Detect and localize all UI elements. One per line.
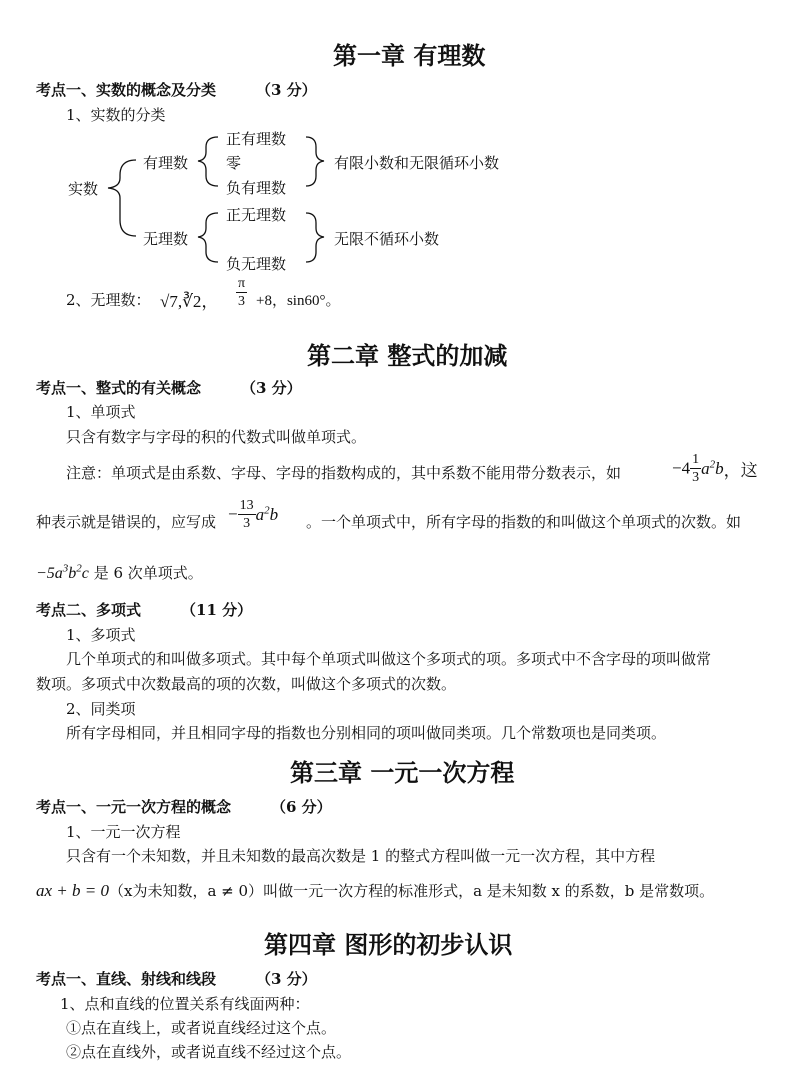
ch2-example-tail: 是 6 次单项式。 — [93, 564, 203, 582]
tree-neg-irrational: 负无理数 — [226, 255, 287, 273]
ch1-item2-roots: √7,∛2， — [160, 292, 219, 311]
mixed-number-example: −4 $\frac{1}{3}$ $a^2b$，这 — [672, 452, 758, 485]
tree-neg-rational: 负有理数 — [226, 179, 287, 197]
ch2-item3: 2、同类项 — [66, 700, 136, 718]
ch1-kaodian1-heading — [36, 79, 317, 100]
rational-left-brace — [198, 137, 218, 186]
ch1-item2-label: 2、无理数： — [66, 291, 151, 309]
ch3-standard-form-line — [36, 880, 714, 901]
ch2-item2: 1、多项式 — [66, 626, 136, 644]
ch3-item1: 1、一元一次方程 — [66, 823, 181, 841]
tree-irrational-note: 无限不循环小数 — [334, 230, 440, 248]
kaodian-score: （3 分） — [241, 379, 302, 397]
pi-numerator: π — [238, 276, 246, 291]
ch2-note-line2b: 。一个单项式中，所有字母的指数的和叫做这个单项式的次数。如 — [306, 513, 742, 531]
ch4-kaodian1-heading — [36, 968, 317, 989]
kaodian-score: （11 分） — [181, 601, 253, 619]
ch2-note-line1: 注意：单项式是由系数、字母、字母的指数构成的，其中系数不能用带分数表示，如 — [66, 464, 622, 482]
kaodian-label: 考点一、一元一次方程的概念 — [36, 798, 232, 816]
root-brace — [108, 160, 136, 236]
kaodian-label: 考点一、整式的有关概念 — [36, 379, 202, 397]
tree-rational-note: 有限小数和无限循环小数 — [334, 154, 500, 172]
mixed-whole: 4 — [681, 458, 691, 478]
mixed-fraction — [690, 451, 701, 486]
ch3-eq-tail: 叫做一元一次方程的标准形式，a 是未知数 x 的系数，b 是常数项。 — [263, 882, 715, 900]
ch2-note-line2a: 种表示就是错误的，应写成 — [36, 513, 217, 531]
ch2-like-terms: 所有字母相同，并且相同字母的指数也分别相同的项叫做同类项。几个常数项也是同类项。 — [66, 724, 667, 742]
improper-num: 13 — [239, 498, 254, 513]
pi-over-three — [236, 275, 247, 310]
mixed-num: 1 — [692, 452, 700, 467]
irrational-right-brace — [306, 213, 324, 262]
mixed-den: 3 — [692, 470, 700, 485]
ch2-example-line: $-5a^3b^2c$ 是 6 次单项式。 — [36, 562, 203, 582]
ch3-def-line1: 只含有一个未知数，并且未知数的最高次数是 1 的整式方程叫做一元一次方程，其中方程 — [66, 847, 656, 865]
tree-irrational: 无理数 — [143, 230, 189, 248]
tree-rational: 有理数 — [143, 154, 189, 172]
kaodian-label: 考点二、多项式 — [36, 601, 142, 619]
ch2-kaodian2-heading — [36, 599, 252, 620]
chapter2-title: 第二章 整式的加减 — [307, 341, 508, 370]
tree-pos-irrational: 正无理数 — [226, 206, 287, 224]
rational-right-brace — [306, 137, 324, 186]
ch2-item1: 1、单项式 — [66, 403, 136, 421]
tree-pos-rational: 正有理数 — [226, 130, 287, 148]
improper-fraction-example: − $\frac{13}{3}$ $a^2b$ — [228, 498, 279, 531]
improper-fraction — [238, 497, 256, 532]
improper-den: 3 — [243, 516, 251, 531]
ch3-kaodian1-heading — [36, 796, 332, 817]
kaodian-score: （6 分） — [271, 798, 332, 816]
chapter1-title: 第一章 有理数 — [333, 41, 486, 70]
kaodian-score: （3 分） — [256, 81, 317, 99]
ch4-point1: ①点在直线上，或者说直线经过这个点。 — [66, 1019, 337, 1037]
ch3-eq-math: ax + b = 0 — [36, 881, 109, 900]
ch3-eq-cond: （x为未知数，a ≠ 0） — [109, 882, 264, 900]
chapter3-title: 第三章 一元一次方程 — [290, 758, 515, 787]
kaodian-label: 考点一、直线、射线和线段 — [36, 970, 217, 988]
pi-denominator: 3 — [238, 294, 246, 309]
ch4-point2: ②点在直线外，或者说直线不经过这个点。 — [66, 1043, 352, 1061]
ch4-item1: 1、点和直线的位置关系有线面两种： — [60, 995, 310, 1013]
ch2-poly-line2: 数项。多项式中次数最高的项的次数，叫做这个多项式的次数。 — [36, 675, 457, 693]
ch2-poly-line1: 几个单项式的和叫做多项式。其中每个单项式叫做这个多项式的项。多项式中不含字母的项叫做常 — [66, 650, 712, 668]
tree-root-real: 实数 — [68, 180, 99, 198]
ch1-item1: 1、实数的分类 — [66, 106, 166, 124]
ch2-kaodian1-heading — [36, 377, 302, 398]
chapter4-title: 第四章 图形的初步认识 — [264, 930, 513, 959]
kaodian-score: （3 分） — [256, 970, 317, 988]
ch1-item2-rest: +8，sin60°。 — [256, 293, 341, 309]
kaodian-label: 考点一、实数的概念及分类 — [36, 81, 217, 99]
ch2-def1: 只含有数字与字母的积的代数式叫做单项式。 — [66, 428, 367, 446]
tree-zero: 零 — [226, 154, 242, 172]
irrational-left-brace — [198, 213, 218, 262]
